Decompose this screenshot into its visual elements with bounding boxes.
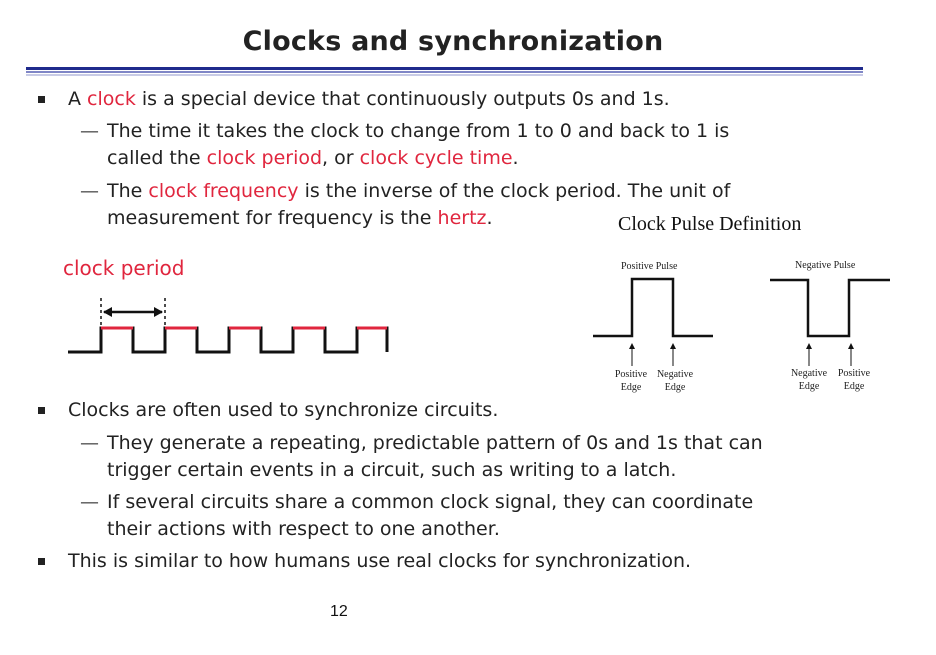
bullet-square-icon <box>38 407 45 414</box>
positive-edge-label-2: Positive Edge <box>837 368 871 392</box>
positive-pulse-label: Positive Pulse <box>621 261 678 272</box>
sub-bullet-pattern-line2: trigger certain events in a circuit, such as writing to a latch. <box>107 459 677 481</box>
negative-pulse-label: Negative Pulse <box>795 260 856 271</box>
sub-bullet-clock-period-line1: The time it takes the clock to change from 1 to 0 and back to 1 is <box>107 120 730 142</box>
bullet-square-icon <box>38 558 45 565</box>
sub-bullet-frequency-line2: measurement for frequency is the hertz. <box>107 207 493 229</box>
pulse-figure-title: Clock Pulse Definition <box>618 213 802 235</box>
sub-bullet-clock-period-line2: called the clock period, or clock cycle time. <box>107 147 519 169</box>
sub-bullet-pattern-line1: They generate a repeating, predictable pattern of 0s and 1s that can <box>107 432 763 454</box>
sub-bullet-frequency-line1: The clock frequency is the inverse of the clock period. The unit of <box>107 180 731 202</box>
clock-period-label: clock period <box>63 256 185 280</box>
negative-edge-label-1: Negative Edge <box>656 369 694 393</box>
bullet-humans-clocks: This is similar to how humans use real clocks for synchronization. <box>68 550 692 572</box>
positive-edge-label-1: Positive Edge <box>614 369 648 393</box>
negative-edge-label-2: Negative Edge <box>790 368 828 392</box>
bullet-synchronize: Clocks are often used to synchronize circuits. <box>68 399 499 421</box>
sub-bullet-coordinate-line2: their actions with respect to one another. <box>107 518 500 540</box>
sub-bullet-dash: — <box>80 432 99 454</box>
page-number: 12 <box>330 603 348 620</box>
sub-bullet-dash: — <box>80 120 99 142</box>
sub-bullet-dash: — <box>80 491 99 513</box>
sub-bullet-dash: — <box>80 180 99 202</box>
bullet-clock-definition: A clock is a special device that continuously outputs 0s and 1s. <box>68 88 670 110</box>
sub-bullet-coordinate-line1: If several circuits share a common clock signal, they can coordinate <box>107 491 754 513</box>
slide-title: Clocks and synchronization <box>242 26 664 57</box>
